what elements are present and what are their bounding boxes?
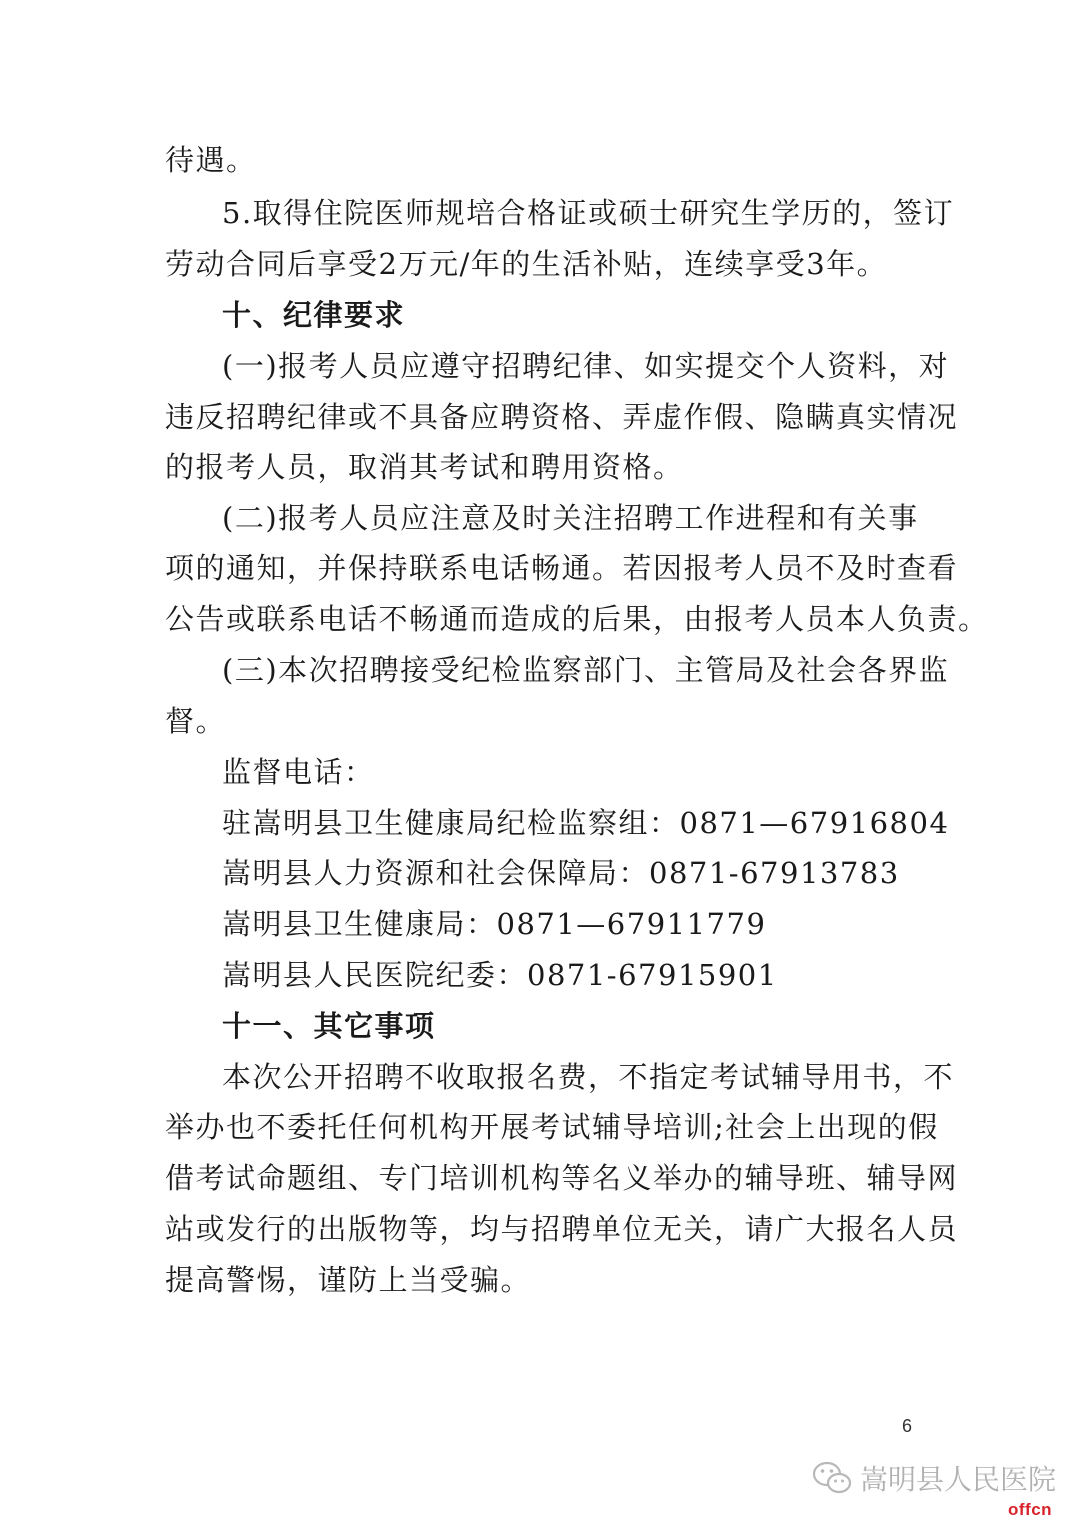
watermark-text: 嵩明县人民医院 (860, 1463, 1057, 1496)
text-line: 5.取得住院医师规培合格证或硕士研究生学历的，签订 (222, 196, 955, 230)
section-heading: 十、纪律要求 (222, 298, 406, 332)
text-line: (一)报考人员应遵守招聘纪律、如实提交个人资料，对 (222, 349, 950, 383)
text-line: 本次公开招聘不收取报名费，不指定考试辅导用书，不 (222, 1060, 955, 1094)
text-line: 劳动合同后享受2万元/年的生活补贴，连续享受3年。 (165, 247, 888, 281)
wechat-icon (812, 1460, 852, 1496)
text-line: 嵩明县人民医院纪委：0871-67915901 (222, 958, 778, 992)
text-line: 督。 (165, 704, 227, 738)
page-number: 6 (902, 1416, 913, 1436)
text-line: 公告或联系电话不畅通而造成的后果，由报考人员本人负责。 (165, 602, 989, 636)
offcn-logo: offcn (1008, 1500, 1053, 1519)
text-line: 举办也不委托任何机构开展考试辅导培训;社会上出现的假 (165, 1110, 939, 1144)
text-line: 监督电话： (222, 755, 375, 789)
text-line: 项的通知，并保持联系电话畅通。若因报考人员不及时查看 (165, 551, 959, 585)
text-line: 提高警惕，谨防上当受骗。 (165, 1263, 532, 1297)
text-line: 嵩明县人力资源和社会保障局：0871-67913783 (222, 856, 900, 890)
watermark (812, 1458, 1056, 1498)
text-line: 的报考人员，取消其考试和聘用资格。 (165, 450, 684, 484)
text-line: 驻嵩明县卫生健康局纪检监察组：0871—67916804 (222, 806, 950, 840)
text-line: 站或发行的出版物等，均与招聘单位无关，请广大报名人员 (165, 1212, 959, 1246)
text-line: 违反招聘纪律或不具备应聘资格、弄虚作假、隐瞒真实情况 (165, 400, 959, 434)
text-line: 借考试命题组、专门培训机构等名义举办的辅导班、辅导网 (165, 1161, 959, 1195)
text-line: (三)本次招聘接受纪检监察部门、主管局及社会各界监 (222, 653, 950, 687)
text-line: 嵩明县卫生健康局：0871—67911779 (222, 907, 767, 941)
text-line: 待遇。 (165, 143, 257, 177)
text-line: (二)报考人员应注意及时关注招聘工作进程和有关事 (222, 501, 919, 535)
section-heading: 十一、其它事项 (222, 1009, 436, 1043)
